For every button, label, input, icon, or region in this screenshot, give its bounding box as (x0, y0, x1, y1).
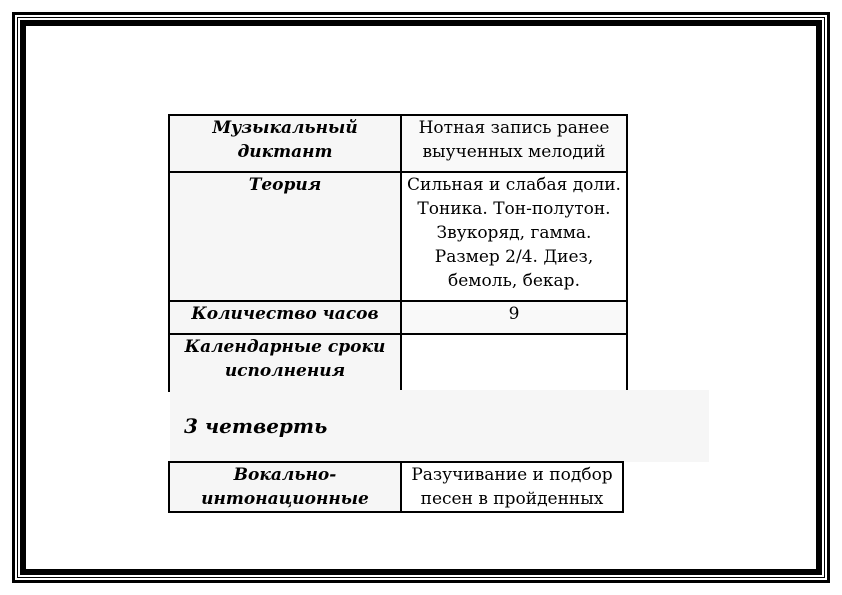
table-row-dictation (169, 115, 627, 172)
quarter-heading: 3 четверть (184, 414, 328, 438)
row-value: 9 (401, 301, 627, 334)
row-label: Вокально-интонационные (169, 462, 401, 512)
curriculum-table-bottom (168, 461, 624, 513)
row-value (401, 334, 627, 391)
table-row-hours (169, 301, 627, 334)
table-row-vocal (169, 462, 623, 512)
row-value: Нотная запись ранее выученных мелодий (401, 115, 627, 172)
table-row-theory (169, 172, 627, 301)
row-value: Сильная и слабая доли. Тоника. Тон-полутон. Звукоряд, гамма. Размер 2/4. Диез, бемоль, бекар. (401, 172, 627, 301)
curriculum-table-top (168, 114, 628, 392)
row-label: Количество часов (169, 301, 401, 334)
row-value: Разучивание и подбор песен в пройденных (401, 462, 623, 512)
row-label: Теория (169, 172, 401, 301)
table-row-schedule (169, 334, 627, 391)
row-label: Календарные сроки исполнения (169, 334, 401, 391)
row-label: Музыкальный диктант (169, 115, 401, 172)
